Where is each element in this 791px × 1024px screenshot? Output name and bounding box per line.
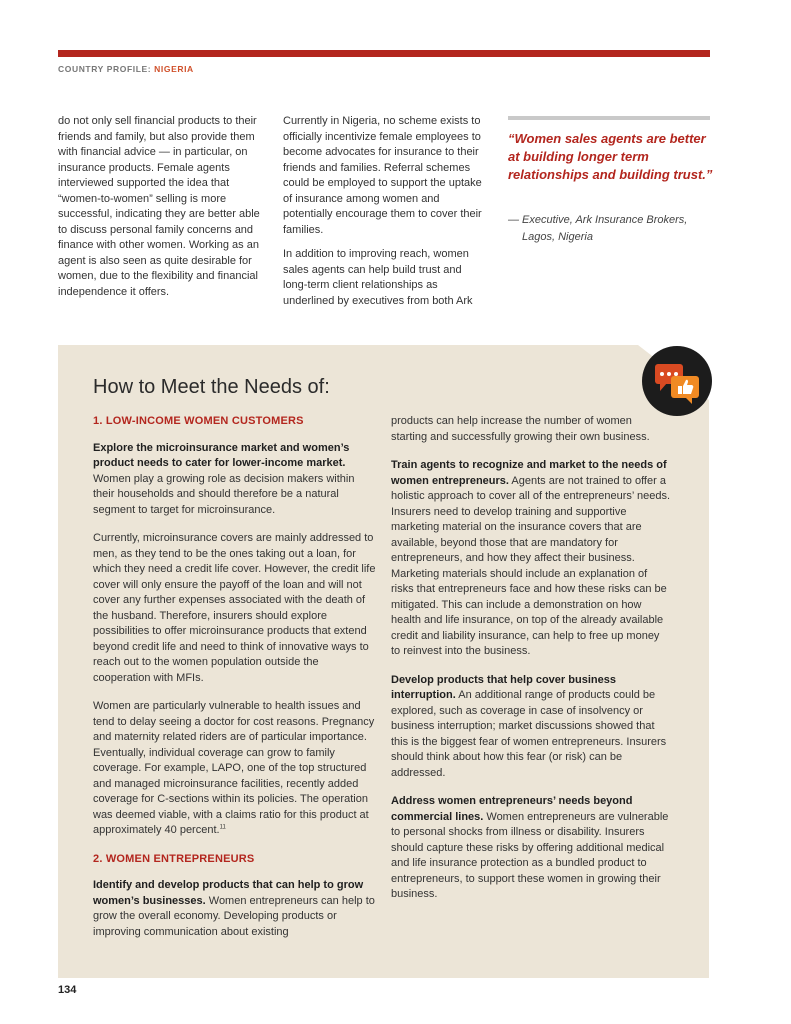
section-header (58, 64, 194, 74)
paragraph-lead: Train agents to recognize and market to the needs of women entrepreneurs. (391, 459, 667, 487)
intro-paragraph: Currently in Nigeria, no scheme exists to officially incentivize female employees to become advocates for insurance to their friends and families. Referral schemes could be employed to support the uptake of insurance among women and potentially encourage them to cover their families. (283, 115, 482, 236)
panel-paragraph (93, 441, 378, 519)
paragraph-lead: Address women entrepreneurs’ needs beyond commercial lines. (391, 795, 633, 823)
paragraph-body: Women are particularly vulnerable to health issues and tend to delay seeing a doctor for cost reasons. Pregnancy and maternity related riders are of particular importance. Eventually, individual coverage can grow to family coverage. For example, LAPO, one of the top structured and managed microinsurance facilities, recently added coverage for C-sections within its policies. The operation was deemed viable, with a claims ratio for this product at approximately 40 percent. (93, 700, 375, 836)
paragraph-lead: Develop products that help cover business interruption. (391, 673, 616, 701)
paragraph-body: Women entrepreneurs can help to grow the overall economy. Developing products or improving communication about existing (93, 894, 375, 938)
panel-column-1 (93, 414, 378, 953)
country-name: NIGERIA (154, 64, 194, 74)
pull-quote: “Women sales agents are better at building longer term relationships and building trust.” (508, 131, 713, 182)
panel-title: How to Meet the Needs of: (93, 376, 330, 398)
intro-column-1 (58, 114, 263, 309)
paragraph-body: An additional range of products could be explored, such as coverage in case of insolvency or business interruption; market discussions showed that this is the biggest fear of women entrepreneurs. Insurers should think about how this fear (or risk) can be addressed. (391, 689, 667, 779)
intro-paragraph: do not only sell financial products to their friends and family, but also provide them with financial advice — in particular, on insurance products. Female agents interviewed supported the idea that “women-to-women” selling is more successful, indicating they are better able to discuss personal family concerns and finance with other women. Working as an agent is also seen as quite desirable for women, due to the flexibility and financial independence it offers. (58, 115, 260, 298)
section-heading: 2. WOMEN ENTREPRENEURS (93, 852, 255, 865)
panel-paragraph (391, 458, 671, 660)
panel-paragraph (391, 794, 671, 903)
footnote-marker: 11 (219, 824, 226, 831)
paragraph-body: Agents are not trained to offer a holistic approach to cover all of the entrepreneurs’ needs. Insurers need to develop training and supportive marketing material on the insurance covers that are available, beyond those that are mandatory for entrepreneurs, and how they affect their business. Marketing materials should include an explanation of risks that entrepreneurs face and how these risks can be mitigated. This can include a demonstration on how health and life insurance, on top of the already available credit and liability insurance, can help to free up money to reinvest into the business. (391, 474, 671, 657)
panel-column-2 (391, 414, 671, 916)
quote-rule (508, 116, 710, 120)
panel-paragraph (93, 699, 378, 839)
page-number: 134 (58, 984, 77, 996)
chat-thumbs-up-icon (642, 346, 712, 416)
paragraph-lead: Explore the microinsurance market and women’s product needs to cater for lower-income market. (93, 441, 350, 469)
header-rule (58, 50, 710, 57)
panel-paragraph (391, 673, 671, 782)
section-label: COUNTRY PROFILE: (58, 64, 155, 74)
panel-paragraph: products can help increase the number of women starting and successfully growing their own business. (391, 415, 650, 443)
paragraph-body: Women entrepreneurs are vulnerable to personal shocks from illness or disability. Insurers should capture these risks by offering additional medical and life insurance protection as a bundled product to entrepreneurs, to support these women in growing their business. (391, 810, 669, 900)
panel-paragraph: Currently, microinsurance covers are mainly addressed to men, as they tend to be the ones taking out a loan, for which they need a credit life cover. However, the credit life cover will only ensure the payoff of the loan and will not cover any further expenses associated with the death of the husband. Therefore, insurers should explore possibilities to offer microinsurance products that extend beyond credit life and need to think of innovative ways to reach out to the women population outside the cooperation with MFIs. (93, 532, 376, 684)
paragraph-body: Women play a growing role as decision makers within their households and should therefore be a natural segment to target for microinsurance. (93, 472, 355, 516)
attribution-line-2: Lagos, Nigeria (522, 231, 593, 243)
section-heading: 1. LOW-INCOME WOMEN CUSTOMERS (93, 415, 304, 427)
intro-paragraph: In addition to improving reach, women sales agents can help build trust and long-term client relationships as underlined by executives from both Ark (283, 248, 473, 307)
panel-paragraph (93, 878, 378, 940)
paragraph-lead: Identify and develop products that can help to grow women’s businesses. (93, 879, 364, 907)
intro-column-2 (283, 114, 483, 318)
quote-attribution (508, 212, 708, 246)
attribution-line-1: — Executive, Ark Insurance Brokers, (508, 214, 688, 226)
